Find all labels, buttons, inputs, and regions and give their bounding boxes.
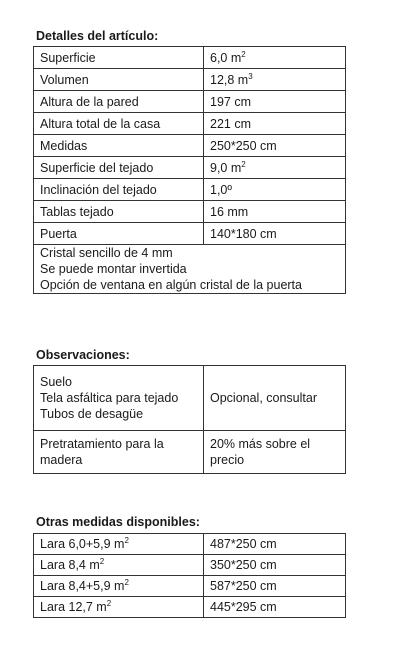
spec-row-altura-total (34, 113, 346, 135)
otras-row (34, 597, 346, 618)
otras-label: Lara 6,0+5,9 $m^2$ (34, 534, 204, 555)
otras-value: 350*250 cm (204, 555, 346, 576)
spec-value: 16 mm (204, 201, 346, 223)
otras-row (34, 534, 346, 555)
spec-row-superficie-tejado (34, 157, 346, 179)
obs-item: Suelo (40, 375, 72, 389)
otras-heading: Otras medidas disponibles: (36, 515, 200, 529)
spec-label: Superficie (34, 47, 204, 69)
spec-row-inclinacion (34, 179, 346, 201)
spec-label: Altura total de la casa (34, 113, 204, 135)
observaciones-table (33, 365, 346, 474)
spec-label: Puerta (34, 223, 204, 245)
obs-pre-label: Pretratamiento para la madera (34, 431, 204, 474)
otras-value: 445*295 cm (204, 597, 346, 618)
obs-pretratamiento-row (34, 431, 346, 474)
note-line: Opción de ventana en algún cristal de la puerta (40, 278, 302, 292)
spec-value: 9,0 $m^2$ (204, 157, 346, 179)
spec-value: 1,0º (204, 179, 346, 201)
spec-value: 250*250 cm (204, 135, 346, 157)
otras-value: 587*250 cm (204, 576, 346, 597)
spec-row-superficie (34, 47, 346, 69)
detalles-table (33, 46, 346, 294)
spec-row-medidas (34, 135, 346, 157)
spec-value: 12,8 $m^3$ (204, 69, 346, 91)
spec-label: Superficie del tejado (34, 157, 204, 179)
spec-row-volumen (34, 69, 346, 91)
spec-value: 6,0 $m^2$ (204, 47, 346, 69)
obs-group-items (34, 366, 204, 431)
obs-item: Tela asfáltica para tejado (40, 391, 179, 405)
obs-item: Tubos de desagüe (40, 407, 144, 421)
spec-notes (34, 245, 346, 294)
note-line: Cristal sencillo de 4 mm (40, 246, 173, 260)
spec-label: Medidas (34, 135, 204, 157)
obs-pre-value: 20% más sobre el precio (204, 431, 346, 474)
obs-group-value: Opcional, consultar (204, 366, 346, 431)
spec-value: 221 cm (204, 113, 346, 135)
spec-row-puerta (34, 223, 346, 245)
spec-label: Volumen (34, 69, 204, 91)
spec-value: 140*180 cm (204, 223, 346, 245)
obs-group-row (34, 366, 346, 431)
otras-row (34, 576, 346, 597)
spec-label: Altura de la pared (34, 91, 204, 113)
otras-row (34, 555, 346, 576)
note-line: Se puede montar invertida (40, 262, 187, 276)
spec-row-tablas (34, 201, 346, 223)
otras-value: 487*250 cm (204, 534, 346, 555)
otras-label: Lara 8,4+5,9 $m^2$ (34, 576, 204, 597)
spec-label: Tablas tejado (34, 201, 204, 223)
detalles-heading: Detalles del artículo: (36, 29, 159, 43)
otras-table (33, 533, 346, 618)
observaciones-heading: Observaciones: (36, 348, 130, 362)
otras-label: Lara 12,7 $m^2$ (34, 597, 204, 618)
otras-label: Lara 8,4 $m^2$ (34, 555, 204, 576)
spec-value: 197 cm (204, 91, 346, 113)
spec-row-altura-pared (34, 91, 346, 113)
spec-notes-row (34, 245, 346, 294)
spec-label: Inclinación del tejado (34, 179, 204, 201)
